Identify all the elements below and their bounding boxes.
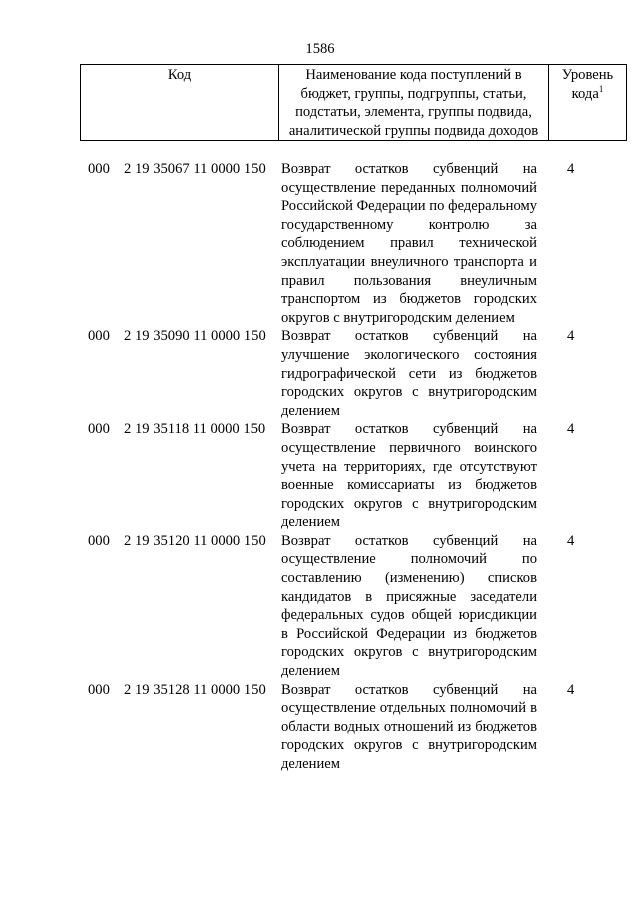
row-description: Возврат остатков субвенций на осуществление первичного воинского учета на территориях, где отсутствуют военные комиссариаты из бюджетов городских округов с внутригородским делением (281, 421, 537, 531)
table-row (0, 681, 640, 774)
column-header-code: Код (81, 65, 279, 141)
row-prefix: 000 (88, 421, 110, 438)
column-header-level (549, 65, 627, 141)
row-prefix: 000 (88, 681, 110, 698)
row-code: 2 19 35090 11 0000 150 (124, 328, 266, 345)
row-code: 2 19 35118 11 0000 150 (124, 421, 266, 438)
table-row (0, 160, 640, 327)
table-header (80, 64, 627, 141)
row-level: 4 (567, 681, 575, 698)
row-level: 4 (567, 532, 575, 549)
footnote-marker: 1 (598, 83, 604, 94)
row-description: Возврат остатков субвенций на осуществление полномочий по составлению (изменению) списков кандидатов в присяжные заседатели федеральных судов общей юрисдикции в Российской Федерации из бюджетов городских округов с внутригородским делением (281, 532, 537, 680)
column-header-level-label: Уровень кода (561, 67, 614, 102)
column-header-name: Наименование кода поступлений в бюджет, группы, подгруппы, статьи, подстатьи, элемента, группы подвида, аналитической группы подвида доходов (279, 65, 549, 141)
row-level: 4 (567, 421, 575, 438)
row-code: 2 19 35120 11 0000 150 (124, 532, 266, 549)
table-row (0, 420, 640, 532)
table-body (0, 160, 640, 774)
row-prefix: 000 (88, 328, 110, 345)
page-number: 1586 (305, 41, 335, 57)
row-description: Возврат остатков субвенций на осуществление переданных полномочий Российской Федерации по федеральному государственному контролю за соблюдением правил технической эксплуатации внеуличного транспорта и правил пользования внеуличным транспортом из бюджетов городских округов с внутригородским делением (281, 161, 537, 326)
table-row (0, 327, 640, 420)
row-description: Возврат остатков субвенций на улучшение экологического состояния гидрографической сети из бюджетов городских округов с внутригородским делением (281, 328, 537, 419)
row-description: Возврат остатков субвенций на осуществление отдельных полномочий в области водных отношений из бюджетов городских округов с внутригородским делением (281, 681, 537, 772)
row-prefix: 000 (88, 161, 110, 177)
table-row (0, 532, 640, 681)
table-header-row (81, 65, 627, 141)
row-code: 2 19 35067 11 0000 150 (124, 161, 266, 177)
row-level: 4 (567, 328, 575, 345)
row-level: 4 (567, 161, 575, 177)
row-prefix: 000 (88, 532, 110, 549)
row-code: 2 19 35128 11 0000 150 (124, 681, 266, 698)
